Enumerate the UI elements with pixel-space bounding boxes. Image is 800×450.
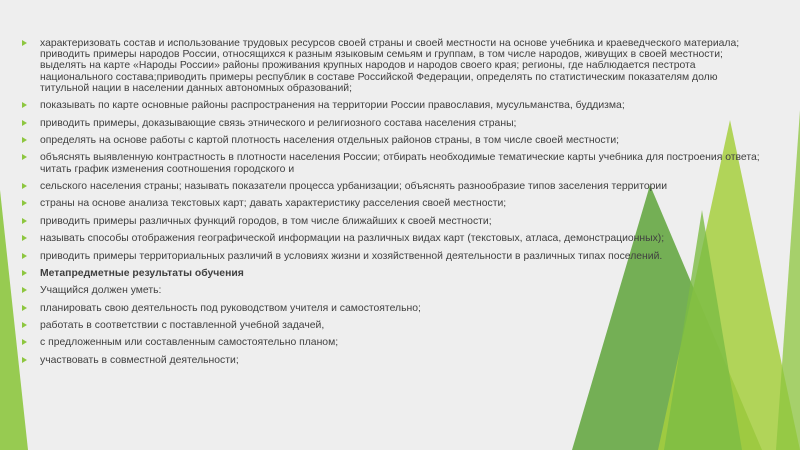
- list-item-text: планировать свою деятельность под руководством учителя и самостоятельно;: [40, 302, 421, 314]
- list-item-text: показывать по карте основные районы распространения на территории России православия, мусульманства, буддизма;: [40, 100, 625, 112]
- list-item: [20, 285, 760, 296]
- bullet-list: [20, 38, 760, 372]
- list-item: [20, 38, 760, 94]
- list-item: [20, 216, 760, 227]
- triangle-right-icon: [22, 200, 27, 206]
- list-item-text: определять на основе работы с картой плотность населения отдельных районов страны, в том числе своей местности;: [40, 134, 620, 146]
- list-item: [20, 355, 760, 366]
- list-item-text: приводить примеры различных функций городов, в том числе ближайших к своей местности;: [40, 215, 492, 227]
- triangle-right-icon: [22, 305, 27, 311]
- triangle-right-icon: [22, 120, 27, 126]
- list-item: [20, 181, 760, 192]
- list-item: [20, 100, 760, 111]
- triangle-right-icon: [22, 339, 27, 345]
- triangle-right-icon: [22, 137, 27, 143]
- list-item: [20, 303, 760, 314]
- list-item: [20, 233, 760, 244]
- list-item: [20, 337, 760, 348]
- triangle-right-icon: [22, 270, 27, 276]
- list-item-text: приводить примеры, доказывающие связь этнического и религиозного состава населения страны;: [40, 117, 517, 129]
- list-item: [20, 251, 760, 262]
- list-item-text: называть способы отображения географической информации на различных видах карт (текстовых, атласа, демонстрационных);: [40, 233, 665, 245]
- list-item-text: участвовать в совместной деятельности;: [40, 354, 239, 366]
- triangle-right-icon: [22, 102, 27, 108]
- triangle-right-icon: [22, 40, 27, 46]
- triangle-right-icon: [22, 253, 27, 259]
- section-heading: [20, 268, 760, 279]
- list-item: [20, 320, 760, 331]
- list-item-text: приводить примеры территориальных различий в условиях жизни и хозяйственной деятельности в различных типах поселений.: [40, 250, 663, 262]
- list-item-text: сельского населения страны; называть показатели процесса урбанизации; объяснять разнообразие типов заселения территории: [40, 180, 668, 192]
- list-item-text: с предложенным или составленным самостоятельно планом;: [40, 337, 339, 349]
- list-item: [20, 152, 760, 174]
- triangle-right-icon: [22, 154, 27, 160]
- list-item-text: работать в соответствии с поставленной учебной задачей,: [40, 320, 325, 332]
- list-item-text: Учащийся должен уметь:: [40, 285, 162, 297]
- list-item-text: объяснять выявленную контрастность в плотности населения России; отбирать необходимые тематические карты учебника для построения ответа; читать график изменения соотношения городского и: [40, 152, 760, 175]
- triangle-right-icon: [22, 287, 27, 293]
- list-item: [20, 135, 760, 146]
- list-item-text: характеризовать состав и использование трудовых ресурсов своей страны и своей местности на основе учебника и краеведческого материала; приводить примеры народов России, относящихся к разным языковым семьям и группам, в том числе народов, живущих в своей местности; выделять на карте «Народы России» районы проживания крупных народов и народов своего края; регионы, где наблюдается пестрота национального состава;приводить примеры республик в составе Российской Федерации, определять по статистическим показателям долю титульной нации в населении данных автономных образований;: [40, 38, 740, 94]
- triangle-right-icon: [22, 322, 27, 328]
- triangle-right-icon: [22, 218, 27, 224]
- triangle-right-icon: [22, 183, 27, 189]
- triangle-right-icon: [22, 357, 27, 363]
- list-item-text: страны на основе анализа текстовых карт; давать характеристику расселения своей местности;: [40, 198, 507, 210]
- list-item: [20, 118, 760, 129]
- triangle-right-icon: [22, 235, 27, 241]
- list-item: [20, 198, 760, 209]
- list-item-text: Метапредметные результаты обучения: [40, 267, 244, 279]
